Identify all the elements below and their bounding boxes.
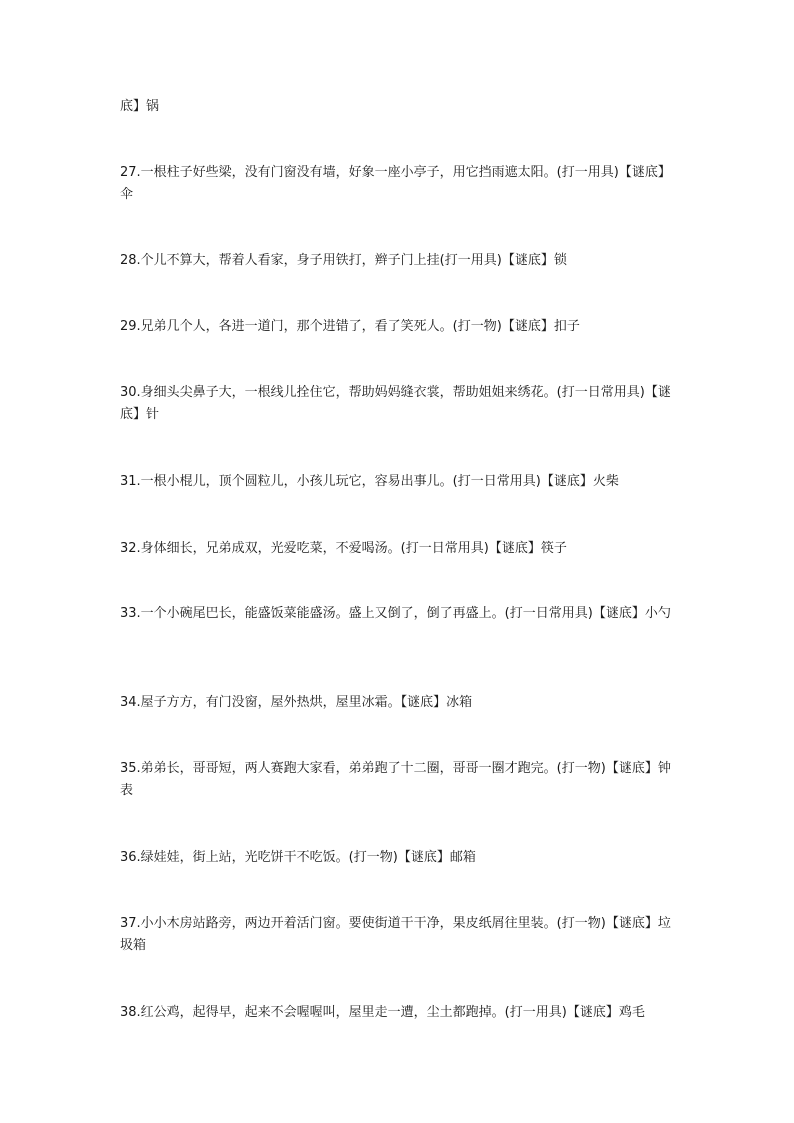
riddle-32: 32.身体细长，兄弟成双，光爱吃菜，不爱喝汤。(打一日常用具)【谜底】筷子 — [120, 541, 567, 556]
riddle-27: 27.一根柱子好些梁，没有门窗没有墙，好象一座小亭子，用它挡雨遮太阳。(打一用具)【谜底】伞 — [120, 165, 671, 202]
riddle-38: 38.红公鸡，起得早，起来不会喔喔叫，屋里走一遭，尘土都跑掉。(打一用具)【谜底】鸡毛 — [120, 1005, 645, 1020]
riddle-37: 37.小小木房站路旁，两边开着活门窗。要使街道干干净，果皮纸屑往里装。(打一物)【谜底】垃圾箱 — [120, 916, 671, 953]
riddle-34: 34.屋子方方，有门没窗，屋外热烘，屋里冰霜。【谜底】冰箱 — [120, 695, 473, 710]
riddle-36: 36.绿娃娃，街上站，光吃饼干不吃饭。(打一物)【谜底】邮箱 — [120, 850, 476, 865]
riddle-29: 29.兄弟几个人，各进一道门，那个进错了，看了笑死人。(打一物)【谜底】扣子 — [120, 319, 580, 334]
riddle-35: 35.弟弟长，哥哥短，两人赛跑大家看，弟弟跑了十二圈，哥哥一圈才跑完。(打一物)【谜底】钟表 — [120, 761, 671, 798]
riddle-31: 31.一根小棍儿，顶个圆粒儿，小孩儿玩它，容易出事儿。(打一日常用具)【谜底】火柴 — [120, 474, 619, 489]
riddle-33: 33.一个小碗尾巴长，能盛饭菜能盛汤。盛上又倒了，倒了再盛上。(打一日常用具)【谜底】小勺 — [120, 606, 671, 621]
riddle-26-answer-tail: 底】锅 — [120, 99, 160, 114]
riddle-28: 28.个儿不算大，帮着人看家，身子用铁打，辫子门上挂(打一用具)【谜底】锁 — [120, 253, 567, 268]
riddle-30: 30.身细头尖鼻子大，一根线儿拴住它，帮助妈妈缝衣裳，帮助姐姐来绣花。(打一日常用具)【谜底】针 — [120, 385, 671, 422]
